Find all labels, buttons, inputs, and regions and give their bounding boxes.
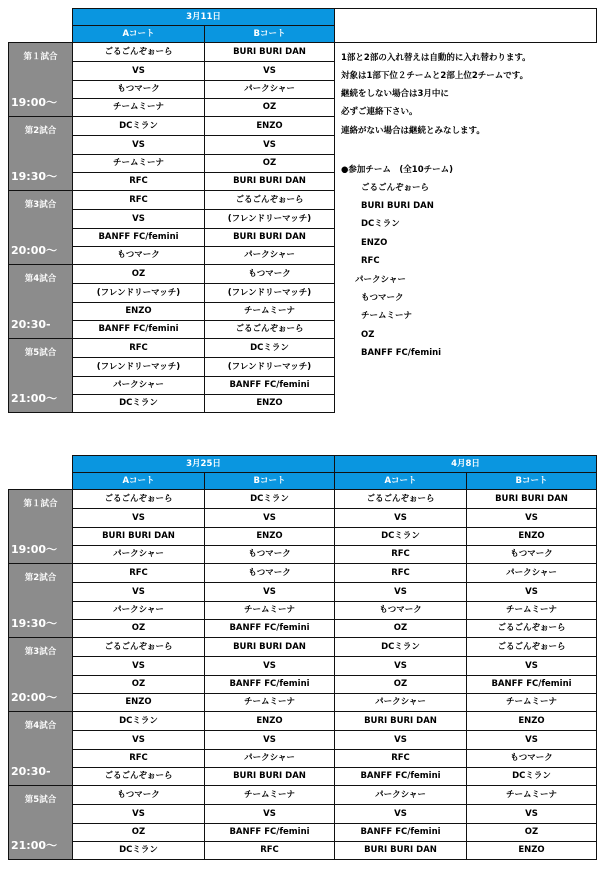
match-time: 21:00〜: [11, 838, 58, 852]
versus-cell: VS: [335, 509, 467, 528]
match-number: 第5試合: [24, 794, 57, 805]
team-cell: BURI BURI DAN: [467, 490, 597, 509]
match-slot-label: [9, 564, 73, 638]
participant-team: パークシャー: [355, 274, 406, 285]
team-cell: DCミラン: [205, 339, 335, 358]
versus-cell: VS: [467, 657, 597, 676]
team-cell: もつマーク: [335, 602, 467, 620]
team-cell: BANFF FC/femini: [335, 824, 467, 842]
team-cell: ENZO: [467, 712, 597, 731]
date-header: 3月25日: [73, 456, 335, 473]
match-time: 20:00〜: [11, 690, 58, 704]
match-number: 第5試合: [24, 347, 57, 358]
team-cell: BANFF FC/femini: [205, 377, 335, 395]
versus-cell: VS: [73, 210, 205, 229]
team-cell: DCミラン: [73, 842, 205, 860]
versus-cell: VS: [335, 583, 467, 602]
team-cell: BURI BURI DAN: [205, 43, 335, 62]
versus-cell: VS: [205, 136, 335, 155]
versus-cell: VS: [335, 731, 467, 750]
team-cell: パークシャー: [73, 602, 205, 620]
team-cell: DCミラン: [335, 638, 467, 657]
match-slot-label: [9, 712, 73, 786]
corner-blank: [9, 473, 73, 490]
participant-team: ごるごんぞぉーら: [361, 182, 430, 193]
notice-text: 対象は1部下位２チームと2部上位2チームです。: [341, 70, 529, 81]
versus-cell: (フレンドリーマッチ): [73, 358, 205, 377]
team-cell: DCミラン: [467, 768, 597, 786]
team-cell: RFC: [73, 564, 205, 583]
match-time: 20:30-: [11, 317, 51, 331]
match-number: 第2試合: [24, 572, 57, 583]
schedule-table-mar25-apr8: [8, 455, 597, 860]
team-cell: ごるごんぞぉーら: [205, 321, 335, 339]
team-cell: BURI BURI DAN: [205, 229, 335, 247]
team-cell: ごるごんぞぉーら: [73, 768, 205, 786]
team-cell: チームミーナ: [467, 694, 597, 712]
participant-team: チームミーナ: [361, 310, 413, 321]
participant-team: RFC: [361, 255, 380, 266]
versus-cell: (フレンドリーマッチ): [73, 284, 205, 303]
team-cell: DCミラン: [205, 490, 335, 509]
match-slot-label: [9, 638, 73, 712]
versus-cell: VS: [73, 657, 205, 676]
team-cell: チームミーナ: [205, 786, 335, 805]
team-cell: OZ: [73, 620, 205, 638]
court-a-header: Aコート: [73, 26, 205, 43]
team-cell: BURI BURI DAN: [205, 638, 335, 657]
team-cell: チームミーナ: [467, 602, 597, 620]
team-cell: パークシャー: [205, 81, 335, 99]
participant-team: もつマーク: [361, 292, 404, 303]
team-cell: ごるごんぞぉーら: [73, 43, 205, 62]
team-cell: もつマーク: [467, 546, 597, 564]
team-cell: RFC: [73, 191, 205, 210]
match-time: 19:00〜: [11, 542, 58, 556]
versus-cell: VS: [467, 509, 597, 528]
corner-blank: [9, 9, 73, 26]
team-cell: RFC: [335, 546, 467, 564]
versus-cell: VS: [467, 583, 597, 602]
team-cell: OZ: [73, 824, 205, 842]
versus-cell: VS: [205, 62, 335, 81]
versus-cell: VS: [73, 509, 205, 528]
notice-text: 継続をしない場合は3月中に: [341, 88, 449, 99]
versus-cell: VS: [467, 731, 597, 750]
team-cell: もつマーク: [205, 546, 335, 564]
versus-cell: VS: [205, 731, 335, 750]
versus-cell: VS: [205, 509, 335, 528]
match-time: 19:30〜: [11, 616, 58, 630]
team-cell: もつマーク: [467, 750, 597, 768]
team-cell: ごるごんぞぉーら: [73, 490, 205, 509]
corner-blank: [9, 456, 73, 473]
participants-heading: ●参加チーム (全10チーム): [341, 164, 454, 175]
team-cell: RFC: [73, 339, 205, 358]
match-slot-label: [9, 265, 73, 339]
match-time: 20:30-: [11, 764, 51, 778]
team-cell: ENZO: [205, 117, 335, 136]
versus-cell: (フレンドリーマッチ): [205, 358, 335, 377]
team-cell: BURI BURI DAN: [335, 712, 467, 731]
versus-cell: VS: [335, 805, 467, 824]
team-cell: チームミーナ: [467, 786, 597, 805]
team-cell: チームミーナ: [73, 155, 205, 173]
team-cell: ENZO: [205, 528, 335, 546]
match-number: 第3試合: [24, 199, 57, 210]
participant-team: DCミラン: [361, 218, 400, 229]
team-cell: OZ: [335, 620, 467, 638]
team-cell: OZ: [73, 265, 205, 284]
team-cell: BURI BURI DAN: [205, 173, 335, 191]
team-cell: OZ: [205, 155, 335, 173]
team-cell: DCミラン: [73, 395, 205, 413]
team-cell: ENZO: [73, 694, 205, 712]
team-cell: BANFF FC/femini: [467, 676, 597, 694]
team-cell: チームミーナ: [73, 99, 205, 117]
team-cell: BANFF FC/femini: [335, 768, 467, 786]
team-cell: RFC: [73, 173, 205, 191]
match-slot-label: [9, 490, 73, 564]
team-cell: チームミーナ: [205, 602, 335, 620]
team-cell: もつマーク: [205, 564, 335, 583]
team-cell: ENZO: [467, 528, 597, 546]
participant-team: BANFF FC/femini: [361, 347, 442, 358]
team-cell: OZ: [335, 676, 467, 694]
notes-panel: [335, 9, 597, 358]
team-cell: ごるごんぞぉーら: [467, 638, 597, 657]
court-b-header: Bコート: [467, 473, 597, 490]
participant-team: BURI BURI DAN: [361, 200, 434, 211]
team-cell: BURI BURI DAN: [73, 528, 205, 546]
team-cell: RFC: [335, 564, 467, 583]
team-cell: パークシャー: [73, 546, 205, 564]
corner-blank: [9, 26, 73, 43]
match-number: 第2試合: [24, 125, 57, 136]
versus-cell: VS: [73, 62, 205, 81]
participant-team: ENZO: [361, 237, 388, 248]
team-cell: パークシャー: [335, 694, 467, 712]
notice-text: 1部と2部の入れ替えは自動的に入れ替わります。: [341, 52, 531, 63]
team-cell: OZ: [205, 99, 335, 117]
team-cell: OZ: [73, 676, 205, 694]
team-cell: ENZO: [205, 712, 335, 731]
court-a-header: Aコート: [73, 473, 205, 490]
versus-cell: VS: [467, 805, 597, 824]
notice-text: 連絡がない場合は継続とみなします。: [341, 125, 485, 136]
match-time: 19:00〜: [11, 95, 58, 109]
match-slot-label: [9, 43, 73, 117]
team-cell: BANFF FC/femini: [205, 620, 335, 638]
team-cell: BANFF FC/femini: [205, 676, 335, 694]
team-cell: パークシャー: [467, 564, 597, 583]
versus-cell: VS: [335, 657, 467, 676]
team-cell: ENZO: [73, 303, 205, 321]
team-cell: ごるごんぞぉーら: [467, 620, 597, 638]
match-number: 第１試合: [23, 51, 58, 62]
team-cell: ごるごんぞぉーら: [73, 638, 205, 657]
versus-cell: VS: [73, 136, 205, 155]
team-cell: DCミラン: [73, 712, 205, 731]
team-cell: ENZO: [205, 395, 335, 413]
date-header: 3月11日: [73, 9, 335, 26]
match-number: 第3試合: [24, 646, 57, 657]
versus-cell: VS: [205, 805, 335, 824]
team-cell: OZ: [467, 824, 597, 842]
team-cell: もつマーク: [73, 81, 205, 99]
team-cell: もつマーク: [73, 247, 205, 265]
match-time: 21:00〜: [11, 391, 58, 405]
schedule-table-mar11: [8, 8, 597, 413]
versus-cell: VS: [205, 583, 335, 602]
team-cell: BURI BURI DAN: [335, 842, 467, 860]
team-cell: RFC: [205, 842, 335, 860]
court-b-header: Bコート: [205, 26, 335, 43]
match-slot-label: [9, 191, 73, 265]
date-header: 4月8日: [335, 456, 597, 473]
team-cell: ENZO: [467, 842, 597, 860]
match-number: 第4試合: [24, 273, 57, 284]
team-cell: DCミラン: [73, 117, 205, 136]
team-cell: パークシャー: [335, 786, 467, 805]
team-cell: チームミーナ: [205, 694, 335, 712]
match-slot-label: [9, 786, 73, 860]
versus-cell: (フレンドリーマッチ): [205, 210, 335, 229]
team-cell: BANFF FC/femini: [73, 229, 205, 247]
team-cell: ごるごんぞぉーら: [205, 191, 335, 210]
court-a-header: Aコート: [335, 473, 467, 490]
versus-cell: (フレンドリーマッチ): [205, 284, 335, 303]
versus-cell: VS: [73, 805, 205, 824]
team-cell: RFC: [73, 750, 205, 768]
versus-cell: VS: [73, 731, 205, 750]
team-cell: DCミラン: [335, 528, 467, 546]
notice-text: 必ずご連絡下さい。: [341, 106, 418, 117]
team-cell: BANFF FC/femini: [73, 321, 205, 339]
team-cell: BURI BURI DAN: [205, 768, 335, 786]
versus-cell: VS: [73, 583, 205, 602]
court-b-header: Bコート: [205, 473, 335, 490]
team-cell: パークシャー: [205, 247, 335, 265]
team-cell: パークシャー: [73, 377, 205, 395]
team-cell: BANFF FC/femini: [205, 824, 335, 842]
match-number: 第１試合: [23, 498, 58, 509]
match-slot-label: [9, 339, 73, 413]
versus-cell: VS: [205, 657, 335, 676]
participant-team: OZ: [361, 329, 375, 340]
team-cell: もつマーク: [73, 786, 205, 805]
team-cell: ごるごんぞぉーら: [335, 490, 467, 509]
team-cell: パークシャー: [205, 750, 335, 768]
team-cell: もつマーク: [205, 265, 335, 284]
team-cell: チームミーナ: [205, 303, 335, 321]
match-slot-label: [9, 117, 73, 191]
match-time: 20:00〜: [11, 243, 58, 257]
match-time: 19:30〜: [11, 169, 58, 183]
team-cell: RFC: [335, 750, 467, 768]
match-number: 第4試合: [24, 720, 57, 731]
